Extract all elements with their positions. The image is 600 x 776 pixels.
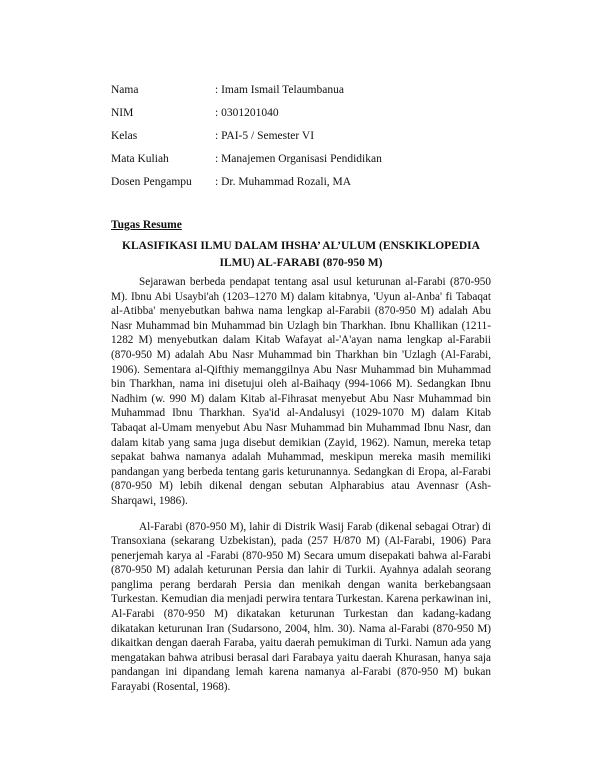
resume-label: Tugas Resume <box>111 219 182 231</box>
info-row-nim <box>111 102 551 125</box>
info-row-name <box>111 79 551 102</box>
info-value: : Manajemen Organisasi Pendidikan <box>215 153 382 165</box>
info-label: Nama <box>111 84 139 96</box>
info-value: : Imam Ismail Telaumbanua <box>215 84 344 96</box>
paragraph: Al-Farabi (870-950 M), lahir di Distrik Wasij Farab (dikenal sebagai Otrar) di Transoxiana (sekarang Uzbekistan), pada (257 H/870 M) (Al-Farabi, 1906) Para penerjemah karya al -Farabi (870-950 M) Secara umum disepakati bahwa al-Farabi (870-950 M) adalah keturunan Persia dan lahir di Turkii. Ayahnya adalah seorang panglima perang berdarah Persia dan menikah dengan wanita berkebangsaan Turkestan. Kemudian dia menjadi perwira tentara Turkestan. Karena perkawinan ini, Al-Farabi (870-950 M) dikatakan keturunan Turkestan dan kadang-kadang dikatakan keturunan Iran (Sudarsono, 2004, hlm. 30). Nama al-Farabi (870-950 M) dikaitkan dengan daerah Faraba, yaitu daerah pemukiman di Turki. Namun ada yang mengatakan bahwa atribusi berasal dari Farabaya yaitu daerah Khurasan, hanya saja pandangan ini dipandang lemah karena namanya al-Farabi (870-950 M) bukan Farayabi (Rosental, 1968). <box>111 520 491 694</box>
info-label: Dosen Pengampu <box>111 176 192 188</box>
paragraph: Sejarawan berbeda pendapat tentang asal usul keturunan al-Farabi (870-950 M). Ibnu Abi Usaybi'ah (1203–1270 M) dalam kitabnya, 'Uyun al-Anba' fi Tabaqat al-Atibba' menyebutkan bahwa nama lengkap al-Farabii (870-950 M) adalah Abu Nasr Muhammad bin Muhammad bin Uzlagh bin Tharkhan. Ibnu Khallikan (1211-1282 M) menyebutkan dalam Kitab Wafayat al-'A'ayan nama lengkap al-Farabii (870-950 M) adalah Abu Nasr Muhammad bin Tharkhan bin 'Uzlagh (Al-Farabi, 1906). Sementara al-Qifthiy memanggilnya Abu Nasr Muhammad bin Muhammad bin Tharkhan, nama ini disetujui oleh al-Baihaqy (994-1066 M). Sedangkan Ibnu Nadhim (w. 990 M) dalam Kitab al-Fihrasat menyebut Abu Nasr Muhammad bin Muhammad Ibnu Tharkhan. Sya'id al-Andalusyi (1029-1070 M) dalam Kitab Tabaqat al-Umam menyebut Abu Nasr Muhammad bin Muhammad Ibnu Nasr, dan dalam kitab yang sama juga disebut demikian (Zayid, 1962). Namun, mereka tetap sepakat bahwa namanya adalah Muhammad, meskipun mereka masih memiliki pandangan yang berbeda tentang garis keturunannya. Sedangkan di Eropa, al-Farabi (870-950 M) lebih dikenal dengan sebutan Alpharabius atau Avennasr (Ash-Sharqawi, 1986). <box>111 276 491 507</box>
document-title: KLASIFIKASI ILMU DALAM IHSHA’ AL’ULUM (ENSKIKLOPEDIA ILMU) AL-FARABI (870-950 M) <box>122 240 480 269</box>
student-info-table <box>111 79 551 194</box>
info-label: NIM <box>111 107 134 119</box>
info-value: : Dr. Muhammad Rozali, MA <box>215 176 352 188</box>
info-value: : PAI-5 / Semester VI <box>215 130 315 142</box>
info-label: Kelas <box>111 130 138 142</box>
info-row-course <box>111 148 551 171</box>
info-label: Mata Kuliah <box>111 153 169 165</box>
info-row-lecturer <box>111 171 551 194</box>
info-value: : 0301201040 <box>215 107 279 119</box>
info-row-class <box>111 125 551 148</box>
body-text <box>111 275 491 706</box>
